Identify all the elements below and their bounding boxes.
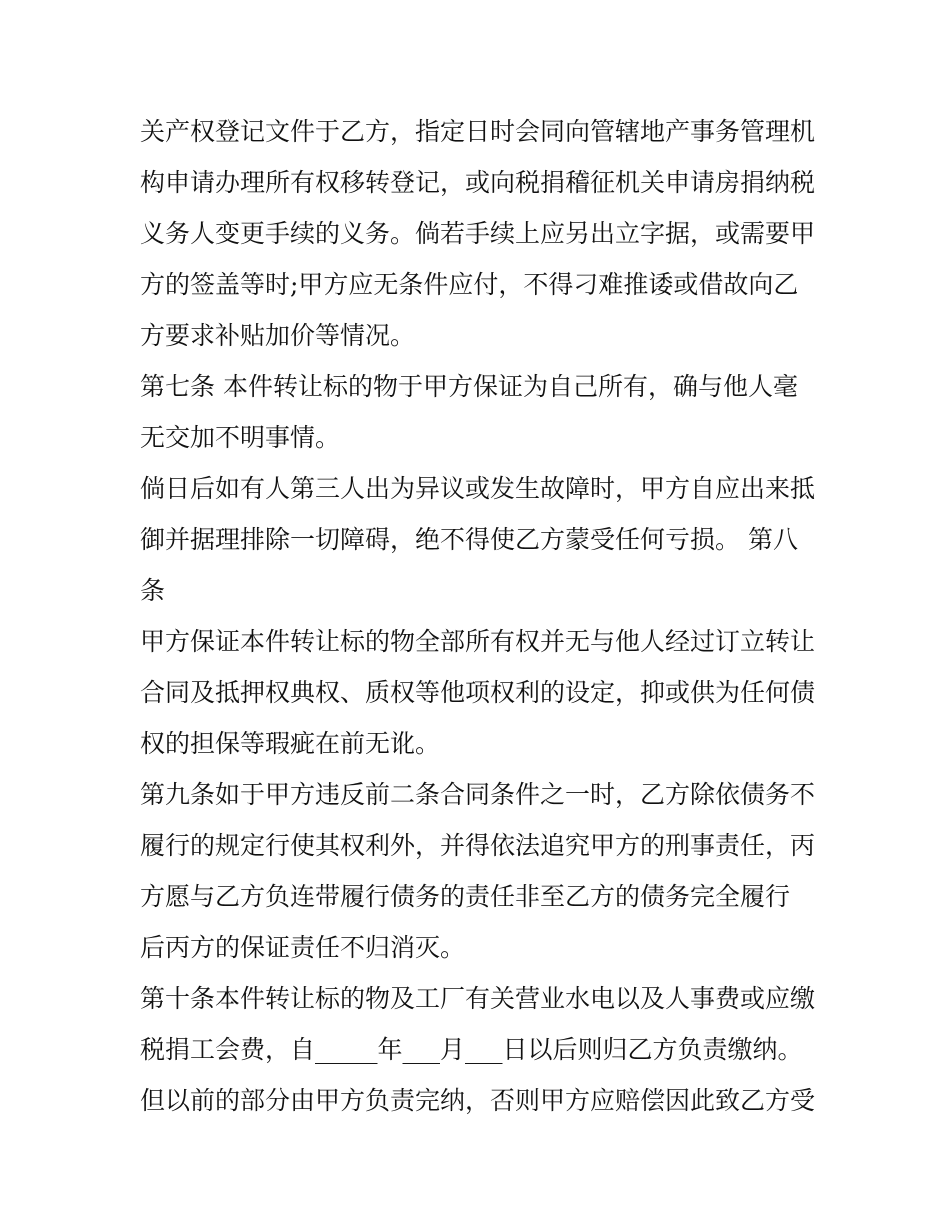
text-line: 方愿与乙方负连带履行债务的责任非至乙方的债务完全履行 — [140, 882, 791, 911]
document-body — [140, 106, 820, 1126]
text-line: 合同及抵押权典权、质权等他项权利的设定，抑或供为任何债 — [140, 678, 816, 707]
text-line: 第九条如于甲方违反前二条合同条件之一时，乙方除依债务不 — [140, 780, 816, 809]
text-line: 履行的规定行使其权利外，并得依法追究甲方的刑事责任，丙 — [140, 831, 816, 860]
text-line: 关产权登记文件于乙方，指定日时会同向管辖地产事务管理机 — [140, 117, 816, 146]
text-line: 权的担保等瑕疵在前无讹。 — [140, 729, 441, 758]
text-line: 但以前的部分由甲方负责完纳，否则甲方应赔偿因此致乙方受 — [140, 1086, 816, 1115]
text-line: 御并据理排除一切障碍，绝不得使乙方蒙受任何亏损。 第八 — [140, 525, 798, 554]
text-line: 甲方保证本件转让标的物全部所有权并无与他人经过订立转让 — [140, 627, 816, 656]
text-line: 第十条本件转让标的物及工厂有关营业水电以及人事费或应缴 — [140, 984, 816, 1013]
text-line: 构申请办理所有权移转登记，或向税捐稽征机关申请房捐纳税 — [140, 168, 816, 197]
text-line: 后丙方的保证责任不归消灭。 — [140, 933, 466, 962]
text-line: 义务人变更手续的义务。倘若手续上应另出立字据，或需要甲 — [140, 219, 816, 248]
text-line: 条 — [140, 576, 166, 605]
text-line: 方要求补贴加价等情况。 — [140, 321, 416, 350]
text-line: 税捐工会费，自_____年___月___日以后则归乙方负责缴纳。 — [140, 1035, 803, 1064]
text-line: 无交加不明事情。 — [140, 423, 341, 452]
text-line: 第七条 本件转让标的物于甲方保证为自己所有，确与他人毫 — [140, 372, 798, 401]
text-line: 方的签盖等时;甲方应无条件应付，不得刁难推诿或借故向乙 — [140, 270, 799, 299]
text-line: 倘日后如有人第三人出为异议或发生故障时，甲方自应出来抵 — [140, 474, 816, 503]
